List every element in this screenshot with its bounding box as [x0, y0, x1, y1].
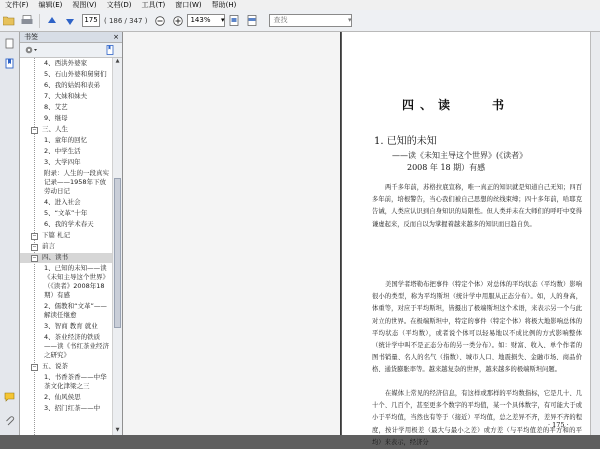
pages-icon[interactable]	[4, 38, 15, 49]
bookmark-item[interactable]	[20, 70, 112, 80]
bookmark-item[interactable]	[20, 362, 112, 372]
scroll-down-icon[interactable]: ▼	[115, 427, 120, 433]
bookmark-label: 前言	[42, 242, 55, 250]
panel-title: 书签	[24, 33, 38, 41]
bookmark-label: 1、童年的回忆	[44, 136, 88, 144]
print-icon[interactable]	[20, 14, 34, 28]
scrollbar-thumb[interactable]	[114, 178, 121, 328]
menu-document[interactable]: 文档(D)	[106, 1, 132, 9]
menu-file[interactable]: 文件(F)	[5, 1, 29, 9]
page-number: · 175 ·	[548, 421, 569, 429]
collapse-icon[interactable]: −	[32, 255, 37, 261]
zoom-select[interactable]	[187, 14, 225, 27]
next-page-icon[interactable]	[63, 14, 77, 28]
collapse-icon[interactable]: −	[32, 244, 37, 250]
fit-page-icon[interactable]	[227, 14, 241, 28]
bookmark-item[interactable]	[20, 302, 112, 321]
collapse-icon[interactable]: −	[32, 233, 37, 239]
section-title: 1. 已知的未知	[374, 136, 437, 147]
bookmark-item[interactable]	[20, 114, 112, 124]
bookmark-label: 7、大妹和妹夫	[44, 92, 88, 100]
bookmark-item[interactable]	[20, 136, 112, 146]
close-icon[interactable]: ×	[113, 33, 119, 41]
bookmark-item[interactable]	[20, 393, 112, 403]
options-icon[interactable]	[25, 45, 39, 57]
collapse-icon[interactable]: −	[32, 364, 37, 370]
document-page	[342, 32, 590, 446]
menu-window[interactable]: 窗口(W)	[175, 1, 202, 9]
section-subtitle-line1: ——读《未知主导这个世界》(《读者》	[392, 151, 528, 160]
zoom-out-icon[interactable]	[153, 14, 167, 28]
bookmark-item[interactable]	[20, 373, 112, 392]
bookmark-label: 3、招门红茶——中	[44, 404, 101, 412]
bookmark-label: 5、“文革”十年	[44, 209, 88, 217]
paragraph-3: 在媒体上常见的经济信息，有这样或那样的平均数指标，它是几十、几十个、几百个，甚至更多个数字的平均值，某一个具体数字，有可能大于或小于平均值，当然也有等于（接近）平均值，总之差异不齐，差异不齐的程度，按计学用极差（最大与最小之差）或方差（与平均值差的平方和的平均）来表示，经济分	[372, 390, 582, 446]
menu-tools[interactable]: 工具(T)	[141, 1, 166, 9]
bookmark-label: 四、读书	[42, 253, 68, 261]
bookmark-item[interactable]	[20, 231, 112, 241]
bookmark-item[interactable]	[20, 147, 112, 157]
toolbar	[0, 10, 600, 32]
bookmark-label: 三、人生	[42, 125, 68, 133]
bookmark-item[interactable]	[20, 81, 112, 91]
chevron-down-icon: ▾	[220, 16, 225, 24]
bookmark-item[interactable]	[20, 198, 112, 208]
comments-icon[interactable]	[4, 392, 15, 403]
bookmark-label: 6、我的学术春天	[44, 220, 94, 228]
bookmark-item[interactable]	[20, 220, 112, 230]
section-subtitle-line2: 2008 年 18 期）有感	[407, 163, 486, 172]
bookmark-label: 1、书香茶香——中华茶文化津梁之三	[44, 373, 107, 390]
bookmark-label: 6、我的姑妈和表弟	[44, 81, 101, 89]
bookmark-label: 9、继母	[44, 114, 68, 122]
bookmarks-panel	[20, 32, 123, 435]
search-input[interactable]	[269, 14, 352, 27]
bookmark-label: 2、中学生活	[44, 147, 81, 155]
panel-toolbar	[20, 43, 122, 58]
fit-width-icon[interactable]	[245, 14, 259, 28]
bookmark-label: 3、大学四年	[44, 158, 81, 166]
bookmark-label: 4、西洪外婆家	[44, 59, 88, 67]
bookmark-item[interactable]	[20, 242, 112, 252]
previous-page	[123, 32, 341, 435]
scroll-up-icon[interactable]: ▲	[115, 58, 120, 64]
panel-header	[20, 32, 122, 43]
bookmark-item[interactable]	[20, 158, 112, 168]
bookmark-item[interactable]	[20, 264, 112, 301]
bookmark-item[interactable]	[20, 253, 112, 263]
bookmark-item[interactable]	[20, 209, 112, 219]
bookmark-item[interactable]	[20, 322, 112, 332]
paragraph-1: 两千多年前，苏格拉底宣称，唯一真正的知识就是知道自己无知；四百多年前，培根警告，当心我们被自己思想的丝线束缚；四十多年前，哈耶克告诫，人类应认识到自身知识的局限性。但人类并未在大师们的呼吁中变得谦虚起来，反而自以为掌握着越来越多的知识而日趋自负。	[372, 184, 582, 228]
bookmark-label: 五、说茶	[42, 362, 68, 370]
chevron-down-icon: ▾	[347, 16, 352, 24]
page-number-input[interactable]: 175	[82, 14, 100, 27]
bookmark-label: 8、艾艺	[44, 103, 68, 111]
bookmark-label: 3、智商 教育 就业	[44, 322, 98, 330]
bookmark-label: 附录：人生的一段真实记录——1958年下放劳动日记	[44, 169, 109, 195]
bookmark-label: 4、进入社会	[44, 198, 81, 206]
paragraph-2: 美国学者塔勒布把事件（特定个体）对总体的平均状态（平均数）影响很小的类型，称为平均斯坦（统计学中用服从正态分布）。如，人的身高，体重等，对应于平均斯坦，皆摄出了极端斯坦这个术语，来表示另一个与此对立的世界。在极端斯坦中，特定的事件（特定个体）将极大地影响总体的平均状态（平均数），或者说个体可以轻易地以不成比例的方式影响整体（统计学中叫不是正态分布的另一类分布）。如：财富、收入、单个作者的图书销量、名人的名气（指数）、城市人口、地震损失、金融市场、商品价格、通货膨胀率等。越来越复杂的世界，越来越多的极端斯坦问题。	[372, 281, 582, 374]
menu-view[interactable]: 视图(V)	[72, 1, 97, 9]
bookmark-item[interactable]	[20, 404, 112, 414]
search-placeholder: 查找	[273, 16, 288, 24]
menu-edit[interactable]: 编辑(E)	[38, 1, 63, 9]
toolbar-separator	[39, 14, 40, 28]
chapter-title: 四、读 书	[402, 98, 511, 112]
zoom-value: 143%	[190, 16, 211, 24]
bookmark-item[interactable]	[20, 169, 112, 197]
bookmark-item[interactable]	[20, 333, 112, 361]
prev-page-icon[interactable]	[45, 14, 59, 28]
bookmark-item[interactable]	[20, 92, 112, 102]
bookmark-label: 5、石山外婆和舅舅们	[44, 70, 107, 78]
bookmark-label: 1、已知的未知——读《未知主导这个世界》（《读者》2008年18期）有感	[44, 264, 109, 299]
document-scrollbar[interactable]	[590, 32, 600, 435]
bookmark-item[interactable]	[20, 125, 112, 135]
bookmark-label: 2、儒教和“文革”——解读任继愈	[44, 302, 107, 319]
bookmarks-icon[interactable]	[4, 58, 15, 69]
collapse-icon[interactable]: −	[32, 127, 37, 133]
menu-help[interactable]: 帮助(H)	[211, 1, 237, 9]
new-bookmark-icon[interactable]	[106, 45, 115, 57]
panel-scrollbar[interactable]	[112, 58, 122, 435]
navigation-icon-bar	[0, 32, 20, 435]
bookmark-item[interactable]	[20, 59, 112, 69]
attachments-icon[interactable]	[4, 416, 15, 427]
open-icon[interactable]	[2, 14, 16, 28]
bookmark-label: 下篇 札记	[42, 231, 71, 239]
bookmark-label: 4、茶业经济的铁质——读《书红茶业经济之研究》	[44, 333, 109, 359]
page-total: ( 186 / 347 )	[104, 16, 148, 25]
zoom-in-icon[interactable]	[171, 14, 185, 28]
bookmark-tree	[20, 58, 112, 435]
bookmark-label: 2、仙风侯思	[44, 393, 81, 401]
bookmark-item[interactable]	[20, 103, 112, 113]
